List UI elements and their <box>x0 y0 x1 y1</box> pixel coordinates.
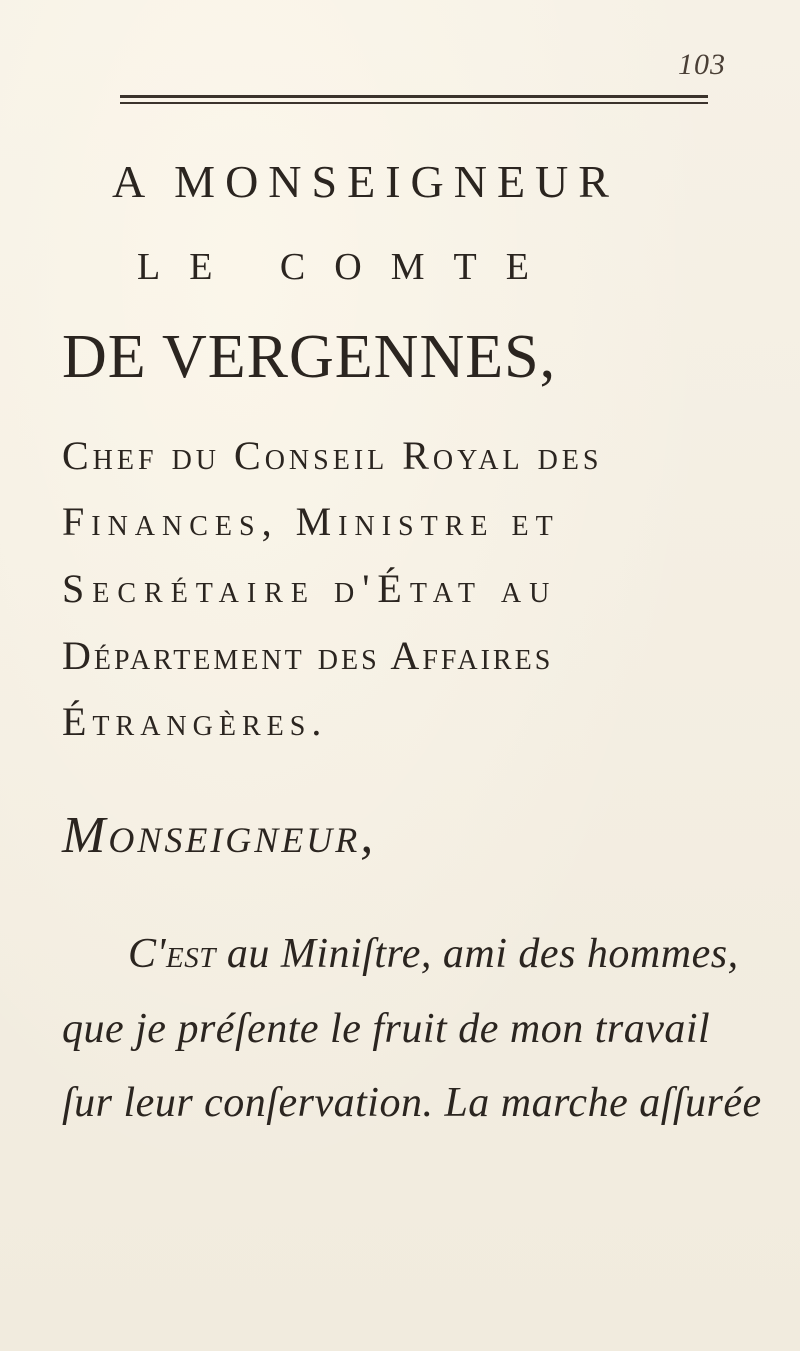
header-rule-thin <box>120 102 708 104</box>
dedication-line-3: DE VERGENNES, <box>62 323 557 391</box>
title-line-2: Finances, Ministre et <box>62 499 560 544</box>
body-line-3: ſur leur conſervation. La marche aſſurée <box>62 1080 762 1126</box>
salutation: Monseigneur, <box>62 807 377 864</box>
title-line-1: Chef du Conseil Royal des <box>62 433 603 478</box>
body-line-1-rest: au Miniſtre, ami des hommes, <box>215 931 739 977</box>
title-line-3: Secrétaire d'État au <box>62 566 558 611</box>
dedication-line-1: A MONSEIGNEUR <box>112 156 619 207</box>
body-line-1 <box>128 930 800 978</box>
title-line-4: Département des Affaires <box>62 633 554 678</box>
dedication-line-2: LE COMTE <box>137 246 558 288</box>
body-line-1-lead: C'est <box>128 931 216 977</box>
header-rule-thick <box>120 95 708 98</box>
title-line-5: Étrangères. <box>62 699 328 744</box>
body-line-2: que je préſente le fruit de mon travail <box>62 1006 711 1052</box>
folio-number: 103 <box>678 48 726 81</box>
